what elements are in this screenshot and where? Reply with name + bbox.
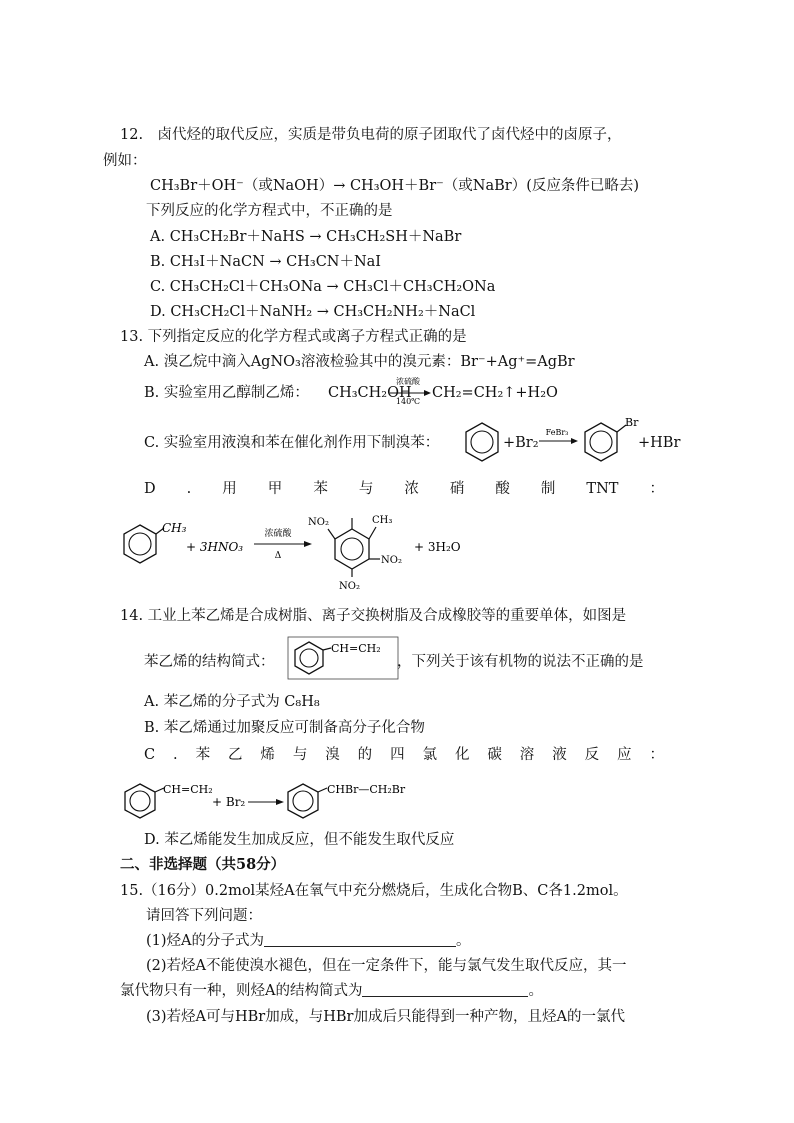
q14-vinyl-group: CH=CH₂ xyxy=(331,642,381,655)
q14-c-char: 应 xyxy=(617,747,632,763)
q13-option-a: A. 溴乙烷中滴入AgNO₃溶液检验其中的溴元素：Br⁻+Ag⁺=AgBr xyxy=(144,354,575,370)
q12-question: 下列反应的化学方程式中，不正确的是 xyxy=(146,203,393,219)
q13-d-char: . xyxy=(186,481,192,497)
q14-c-char: 碳 xyxy=(487,747,502,763)
q14-option-b: B. 苯乙烯通过加聚反应可制备高分子化合物 xyxy=(144,720,425,736)
q13-d-water: + 3H₂O xyxy=(414,540,461,554)
q14-c-char: . xyxy=(173,747,178,763)
q13-d-no2-top: NO₂ xyxy=(308,517,329,528)
q13-option-d-line xyxy=(144,479,664,499)
section-heading: 二、非选择题（共58分） xyxy=(120,856,286,873)
q12-option-c: C. CH₃CH₂Cl＋CH₃ONa → CH₃Cl＋CH₃CH₂ONa xyxy=(150,279,496,295)
q14-c-char: 溶 xyxy=(519,747,535,763)
q15-part2-end: 。 xyxy=(528,983,543,999)
q15-part1 xyxy=(146,931,471,951)
q14-stem-line1: 14. 工业上苯乙烯是合成树脂、离子交换树脂及合成橡胶等的重要单体，如图是 xyxy=(120,608,627,624)
q14-formula-prefix: 苯乙烯的结构简式： xyxy=(144,654,275,670)
q13-d-char: 苯 xyxy=(313,481,328,497)
q12-option-a: A. CH₃CH₂Br＋NaHS → CH₃CH₂SH＋NaBr xyxy=(150,229,462,245)
q14-c-vinyl: CH=CH₂ xyxy=(163,783,213,796)
q13-option-b-products: CH₂=CH₂↑+H₂O xyxy=(432,385,558,401)
q14-c-char: 四 xyxy=(390,747,405,763)
dibromide-product-icon xyxy=(288,783,406,818)
q14-c-char: 氯 xyxy=(422,747,438,763)
q15-part1-end: 。 xyxy=(456,933,471,949)
q12-option-b: B. CH₃I＋NaCN → CH₃CN＋NaI xyxy=(150,254,382,270)
styrene-structure-icon xyxy=(287,636,402,682)
q13-stem: 13. 下列指定反应的化学方程式或离子方程式正确的是 xyxy=(120,329,467,345)
q13-d-char: 用 xyxy=(222,481,237,497)
q13-option-b-prefix: B. 实验室用乙醇制乙烯： xyxy=(144,385,309,401)
q13-d-char: 硝 xyxy=(449,481,465,497)
benzene-ring-icon xyxy=(462,420,502,466)
q12-stem-line2: 例如： xyxy=(103,153,147,169)
q13-c-hbr: +HBr xyxy=(638,435,681,451)
q14-c-char: 化 xyxy=(454,747,470,763)
q14-c-br2: + Br₂ xyxy=(212,795,246,809)
q13-c-br-substituent: Br xyxy=(625,416,639,429)
q13-d-char: 与 xyxy=(358,481,374,497)
q14-c-char: 溴 xyxy=(325,747,340,763)
q15-answer-blank-2[interactable] xyxy=(362,982,528,997)
q13-option-b-reactant: CH₃CH₂OH xyxy=(328,385,412,401)
q13-c-catalyst-arrow xyxy=(537,428,581,448)
q14-c-char: 苯 xyxy=(195,747,211,763)
q14-option-a: A. 苯乙烯的分子式为 C₈H₈ xyxy=(144,694,320,710)
q15-part2-text: 氯代物只有一种，则烃A的结构简式为 xyxy=(120,983,363,999)
q13-d-ch3-product: CH₃ xyxy=(372,515,393,526)
q13-d-char: ： xyxy=(649,481,664,497)
q13-d-no2-bottom: NO₂ xyxy=(339,581,360,592)
q13-d-char: 甲 xyxy=(267,481,283,497)
q15-part1-text: (1)烃A的分子式为 xyxy=(146,933,265,949)
q14-c-product: CHBr—CH₂Br xyxy=(327,783,406,796)
q13-d-char: TNT xyxy=(586,481,619,497)
styrene-reactant-icon xyxy=(125,783,213,818)
q14-c-char: 的 xyxy=(357,747,373,763)
q14-option-c-line xyxy=(144,745,664,765)
q14-c-char: 与 xyxy=(292,747,308,763)
q13-option-c-prefix: C. 实验室用液溴和苯在催化剂作用下制溴苯： xyxy=(144,435,440,451)
q15-part2-line2 xyxy=(120,981,543,1001)
q13-c-catalyst: FeBr₃ xyxy=(545,428,569,437)
q13-d-reaction-scheme xyxy=(118,505,478,595)
q13-d-reagent: + 3HNO₃ xyxy=(186,540,244,554)
q14-formula-suffix: ，下列关于该有机物的说法不正确的是 xyxy=(397,654,644,670)
q12-stem-line1: 12. 卤代烃的取代反应，实质是带负电荷的原子团取代了卤代烃中的卤原子， xyxy=(120,127,622,143)
q14-c-char: 烯 xyxy=(260,747,275,763)
q15-prompt: 请回答下列问题： xyxy=(146,908,262,924)
tnt-structure-icon xyxy=(308,515,402,592)
q13-b-cond-bottom: 140℃ xyxy=(395,397,421,406)
q15-stem: 15.（16分）0.2mol某烃A在氧气中充分燃烧后，生成化合物B、C各1.2mol。 xyxy=(120,883,628,899)
q12-example-equation: CH₃Br＋OH⁻（或NaOH）→ CH₃OH＋Br⁻（或NaBr）(反应条件已略去) xyxy=(150,178,640,194)
q14-c-char: ： xyxy=(649,747,664,763)
q14-c-char: 反 xyxy=(584,747,600,763)
q13-d-char: 酸 xyxy=(495,481,510,497)
q12-option-d: D. CH₃CH₂Cl＋NaNH₂ → CH₃CH₂NH₂＋NaCl xyxy=(150,304,476,320)
q13-d-ch3: CH₃ xyxy=(162,521,187,535)
q13-c-br2: +Br₂ xyxy=(503,435,539,451)
bromobenzene-icon xyxy=(579,416,639,466)
q13-d-char: D xyxy=(144,481,156,497)
q13-d-char: 制 xyxy=(540,481,556,497)
q14-option-d: D. 苯乙烯能发生加成反应，但不能发生取代反应 xyxy=(144,832,455,848)
q13-d-no2-right: NO₂ xyxy=(381,555,402,566)
q14-c-char: C xyxy=(144,747,156,763)
q13-b-cond-top: 浓硫酸 xyxy=(396,377,420,386)
q15-part3: (3)若烃A可与HBr加成，与HBr加成后只能得到一种产物，且烃A的一氯代 xyxy=(146,1009,625,1025)
q13-d-cond-top: 浓硫酸 xyxy=(264,529,292,539)
q14-c-reaction-scheme xyxy=(118,776,438,828)
q14-c-char: 液 xyxy=(552,747,567,763)
toluene-icon xyxy=(124,521,187,563)
q14-c-char: 乙 xyxy=(227,747,243,763)
q15-part2-line1: (2)若烃A不能使溴水褪色，但在一定条件下，能与氯气发生取代反应，其一 xyxy=(146,958,627,974)
q13-d-char: 浓 xyxy=(404,481,419,497)
q15-answer-blank-1[interactable] xyxy=(264,932,456,947)
q13-d-cond-bottom: Δ xyxy=(274,551,282,561)
